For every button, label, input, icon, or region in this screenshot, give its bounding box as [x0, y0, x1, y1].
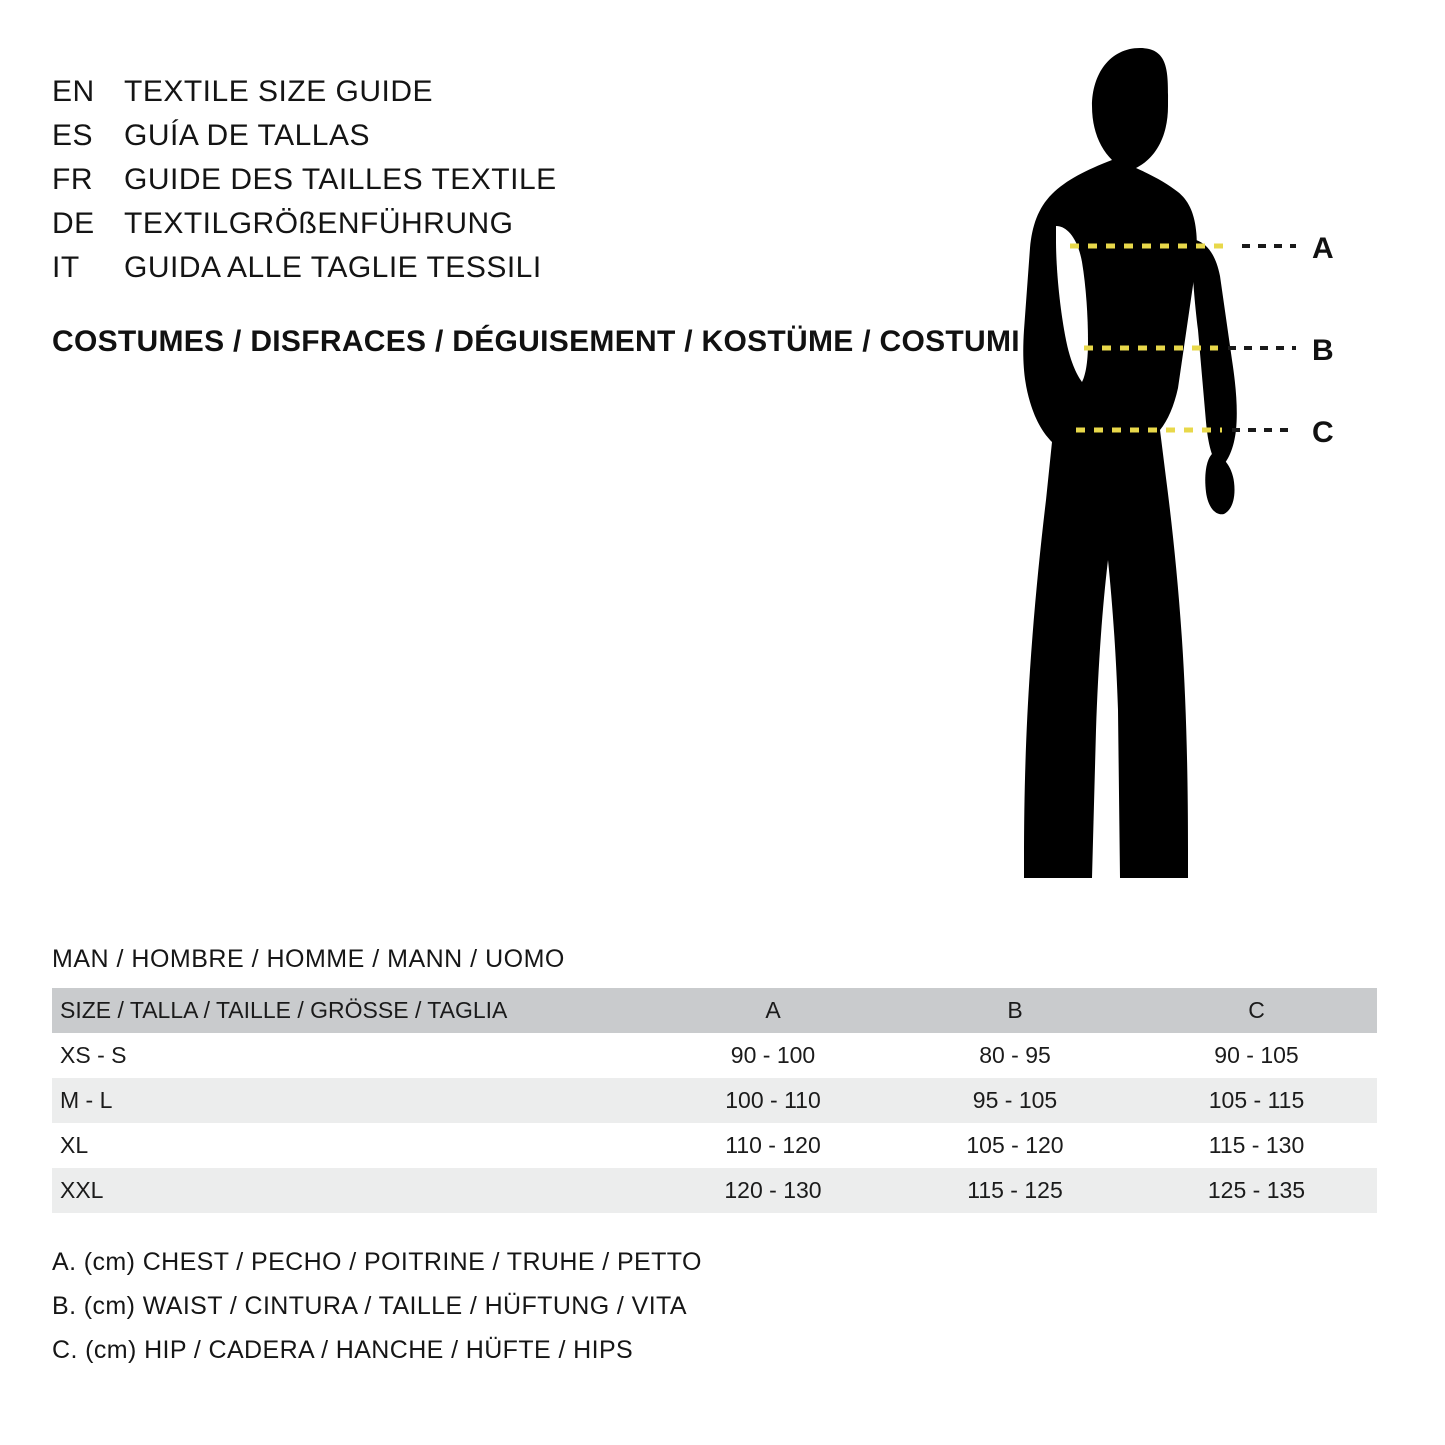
- cell-size: XL: [52, 1123, 652, 1168]
- language-title-list: [52, 70, 952, 290]
- language-row: [52, 114, 952, 158]
- silhouette-figure: [960, 30, 1400, 900]
- legend-line-b: B. (cm) WAIST / CINTURA / TAILLE / HÜFTUNG / VITA: [52, 1292, 687, 1320]
- cell-a: 120 - 130: [652, 1168, 894, 1213]
- body-silhouette-shape: [1023, 48, 1237, 878]
- marker-label-b: B: [1312, 334, 1334, 367]
- cell-size: M - L: [52, 1078, 652, 1123]
- cell-size: XXL: [52, 1168, 652, 1213]
- table-row: [52, 1123, 1377, 1168]
- language-code: DE: [52, 207, 95, 240]
- legend-line-c: C. (cm) HIP / CADERA / HANCHE / HÜFTE / HIPS: [52, 1336, 634, 1364]
- cell-c: 90 - 105: [1136, 1033, 1377, 1078]
- table-row: [52, 1033, 1377, 1078]
- measurement-legend: [52, 1240, 1052, 1372]
- language-title: TEXTILE SIZE GUIDE: [124, 75, 434, 108]
- language-code: FR: [52, 163, 93, 196]
- language-row: [52, 158, 952, 202]
- language-code: IT: [52, 251, 80, 284]
- language-title: GUÍA DE TALLAS: [124, 119, 370, 152]
- cell-b: 105 - 120: [894, 1123, 1136, 1168]
- costumes-subtitle: COSTUMES / DISFRACES / DÉGUISEMENT / KOSTÜME / COSTUMI: [52, 325, 1020, 358]
- column-header-size: SIZE / TALLA / TAILLE / GRÖSSE / TAGLIA: [52, 988, 652, 1033]
- size-table-group-title: MAN / HOMBRE / HOMME / MANN / UOMO: [52, 945, 565, 973]
- language-title: TEXTILGRÖßENFÜHRUNG: [124, 207, 514, 240]
- cell-a: 90 - 100: [652, 1033, 894, 1078]
- column-header-b: B: [894, 988, 1136, 1033]
- column-header-c: C: [1136, 988, 1377, 1033]
- cell-a: 110 - 120: [652, 1123, 894, 1168]
- language-code: ES: [52, 119, 94, 152]
- legend-line-a: A. (cm) CHEST / PECHO / POITRINE / TRUHE / PETTO: [52, 1248, 702, 1276]
- language-row: [52, 202, 952, 246]
- cell-c: 115 - 130: [1136, 1123, 1377, 1168]
- marker-label-a: A: [1312, 232, 1334, 265]
- cell-b: 95 - 105: [894, 1078, 1136, 1123]
- marker-label-c: C: [1312, 416, 1334, 449]
- language-title: GUIDE DES TAILLES TEXTILE: [124, 163, 557, 196]
- language-row: [52, 70, 952, 114]
- language-row: [52, 246, 952, 290]
- cell-b: 115 - 125: [894, 1168, 1136, 1213]
- size-table-section: [52, 945, 1392, 1213]
- table-header-row: [52, 988, 1377, 1033]
- cell-b: 80 - 95: [894, 1033, 1136, 1078]
- cell-c: 125 - 135: [1136, 1168, 1377, 1213]
- table-row: [52, 1168, 1377, 1213]
- cell-c: 105 - 115: [1136, 1078, 1377, 1123]
- cell-a: 100 - 110: [652, 1078, 894, 1123]
- table-row: [52, 1078, 1377, 1123]
- size-table: [52, 988, 1377, 1213]
- language-title: GUIDA ALLE TAGLIE TESSILI: [124, 251, 542, 284]
- cell-size: XS - S: [52, 1033, 652, 1078]
- language-code: EN: [52, 75, 95, 108]
- column-header-a: A: [652, 988, 894, 1033]
